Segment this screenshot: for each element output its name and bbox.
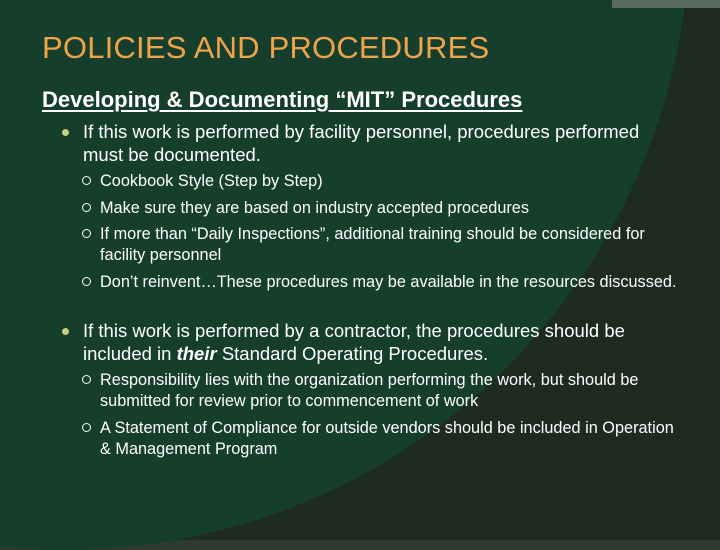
bullet-text bbox=[62, 319, 682, 365]
bullet-text: If this work is performed by facility personnel, procedures performed must be documented. bbox=[83, 121, 640, 165]
sub-bullet-text: A Statement of Compliance for outside vendors should be included in Operation & Management Program bbox=[100, 419, 674, 458]
hollow-bullet-icon bbox=[82, 423, 91, 432]
hollow-bullet-icon bbox=[82, 277, 91, 286]
bullet-text-emphasis: their bbox=[176, 343, 217, 364]
sub-bullet-item bbox=[82, 272, 682, 293]
sub-bullet-item bbox=[82, 198, 682, 219]
filled-bullet-icon bbox=[62, 129, 69, 136]
filled-bullet-icon bbox=[62, 328, 69, 335]
hollow-bullet-icon bbox=[82, 176, 91, 185]
bullet-text-after: Standard Operating Procedures. bbox=[216, 343, 489, 364]
sub-bullet-text: Responsibility lies with the organization performing the work, but should be submitted for review prior to commencement of work bbox=[100, 371, 639, 410]
hollow-bullet-icon bbox=[82, 375, 91, 384]
slide-title: POLICIES AND PROCEDURES bbox=[42, 30, 490, 65]
bullet-item bbox=[62, 319, 682, 365]
sub-bullet-text: Make sure they are based on industry accepted procedures bbox=[100, 199, 529, 217]
sub-bullet-item bbox=[82, 418, 682, 460]
sub-bullet-item bbox=[82, 171, 682, 192]
sub-bullet-item bbox=[82, 224, 682, 266]
sub-bullet-text: Cookbook Style (Step by Step) bbox=[100, 172, 323, 190]
bullet-item bbox=[62, 120, 682, 166]
slide-subtitle: Developing & Documenting “MIT” Procedures bbox=[42, 87, 523, 112]
sub-bullet-item bbox=[82, 370, 682, 412]
bullet-text-before: If this work is performed by a contractor, the procedures should be included in bbox=[83, 320, 625, 364]
hollow-bullet-icon bbox=[82, 203, 91, 212]
sub-bullet-text: If more than “Daily Inspections”, additional training should be considered for facility personnel bbox=[100, 225, 645, 264]
hollow-bullet-icon bbox=[82, 229, 91, 238]
sub-bullet-text: Don’t reinvent…These procedures may be available in the resources discussed. bbox=[100, 273, 677, 291]
